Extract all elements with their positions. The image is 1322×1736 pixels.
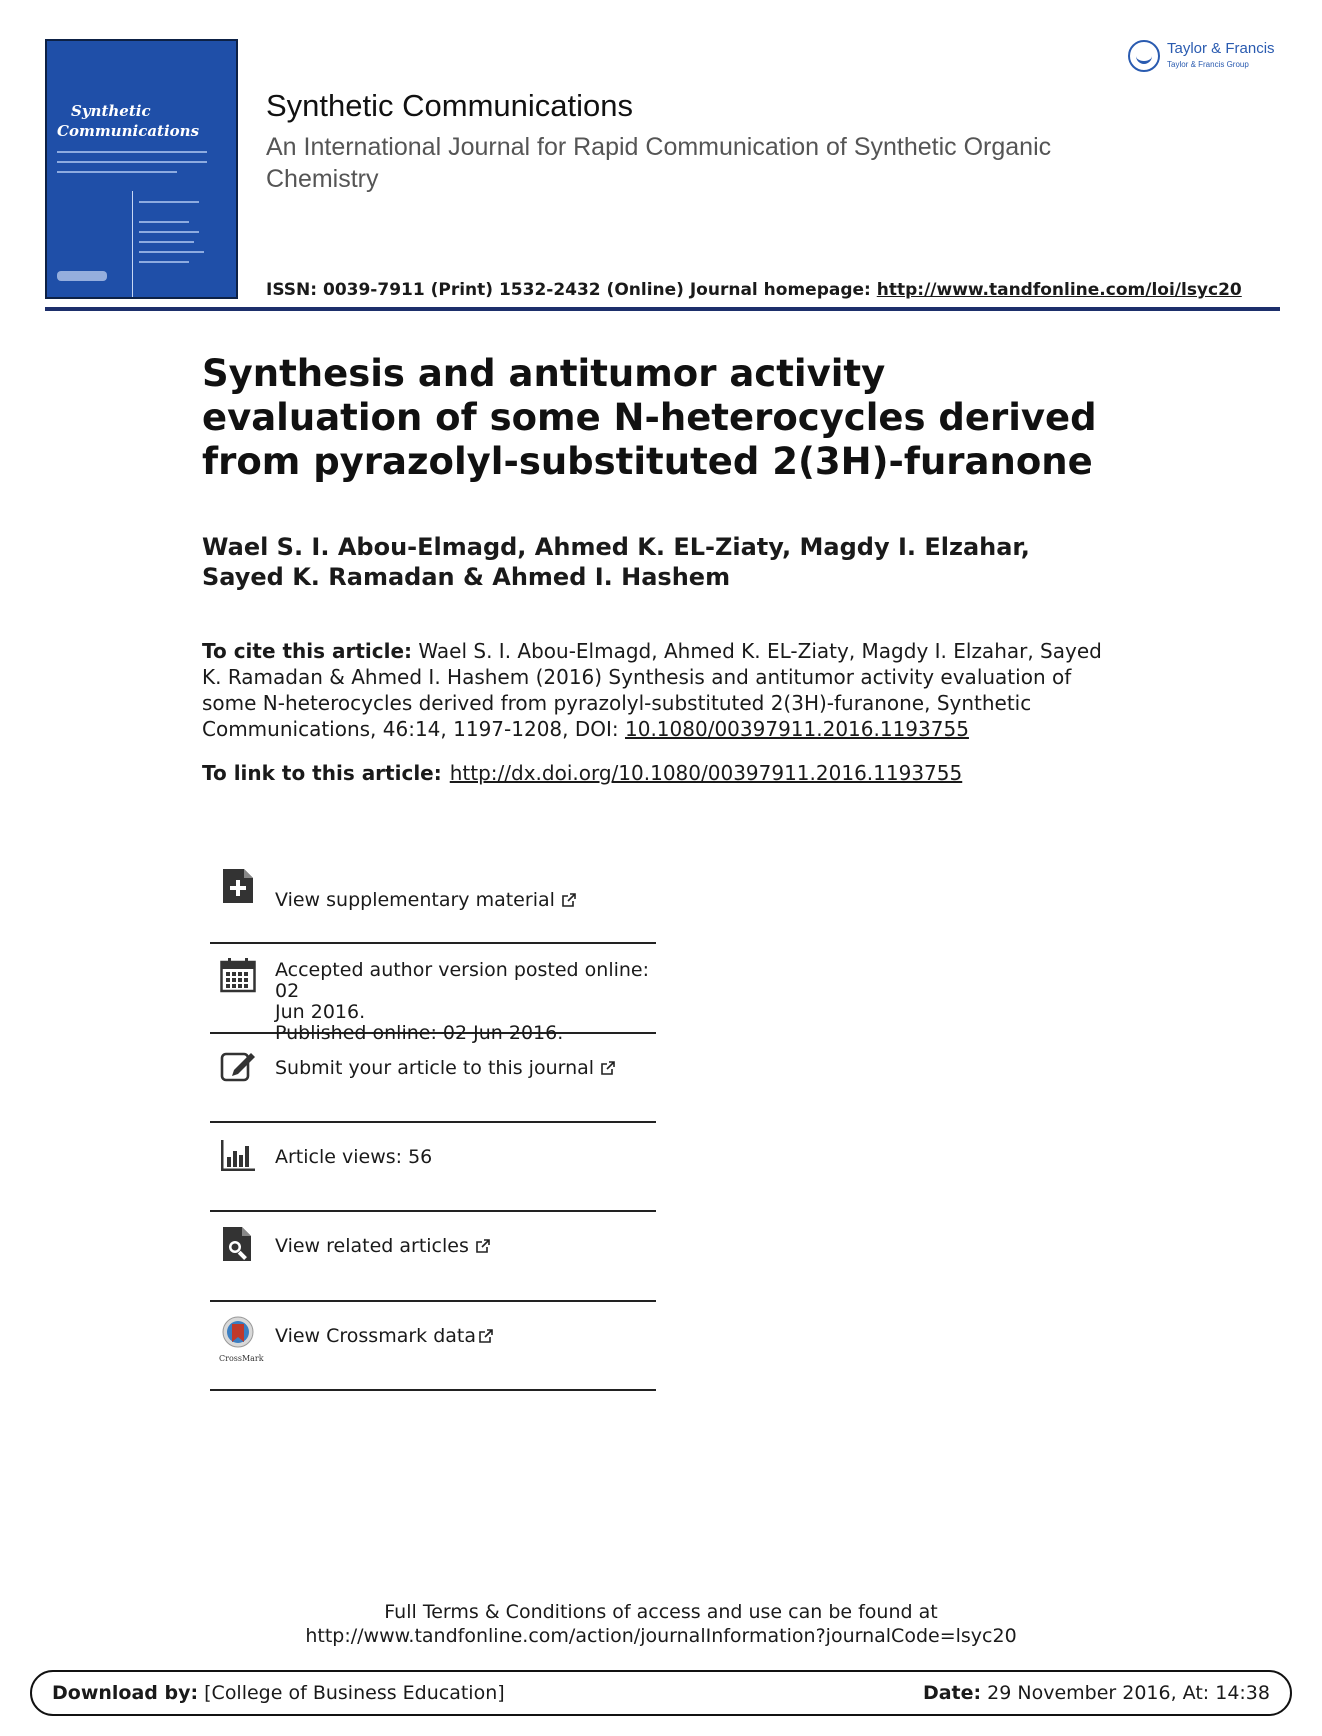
link-label: To link to this article: <box>202 761 442 785</box>
external-link-icon <box>601 1061 615 1075</box>
crossmark-row[interactable] <box>210 1302 656 1391</box>
download-info-bar <box>30 1670 1292 1716</box>
issn-text: ISSN: 0039-7911 (Print) 1532-2432 (Online) Journal homepage: <box>266 280 877 300</box>
terms-line1: Full Terms & Conditions of access and use can be found at <box>384 1601 938 1623</box>
crossmark-label[interactable] <box>275 1326 493 1347</box>
submit-article-row[interactable] <box>210 1034 656 1123</box>
related-articles-row[interactable] <box>210 1212 656 1302</box>
article-title: Synthesis and antitumor activity evaluation of some N-heterocycles derived from pyrazolyl-substituted 2(3H)-furanone <box>202 352 1097 483</box>
bar-chart-icon <box>220 1137 256 1173</box>
accepted-date-line1: Accepted author version posted online: 02 <box>275 959 650 1002</box>
cover-text-line <box>139 241 194 243</box>
download-by <box>52 1682 505 1704</box>
citation-block <box>202 638 1122 742</box>
crossmark-text: View Crossmark data <box>275 1325 477 1347</box>
publisher-logo <box>1128 38 1278 78</box>
journal-title: Synthetic Communications <box>266 88 633 123</box>
supplementary-text: View supplementary material <box>275 889 555 911</box>
external-link-icon <box>476 1239 490 1253</box>
file-plus-icon <box>220 868 256 904</box>
cover-text-line <box>139 201 199 203</box>
crossmark-icon <box>220 1316 256 1352</box>
publisher-lamp-icon <box>1128 40 1160 72</box>
related-articles-label[interactable] <box>275 1236 490 1257</box>
supplementary-row[interactable] <box>210 860 656 944</box>
download-value: [College of Business Education] <box>198 1682 505 1704</box>
journal-cover-image <box>45 39 238 299</box>
link-block <box>202 760 1122 786</box>
cover-publisher-logo <box>57 271 107 281</box>
publisher-name: Taylor & Francis <box>1167 40 1275 57</box>
doi-link[interactable]: 10.1080/00397911.2016.1193755 <box>625 717 969 741</box>
edit-icon <box>220 1048 256 1084</box>
supplementary-label[interactable] <box>275 890 576 911</box>
cite-text: Wael S. I. Abou-Elmagd, Ahmed K. EL-Ziaty, Magdy I. Elzahar, Sayed K. Ramadan & Ahmed I. Hashem (2016) Synthesis and antitumor activity evaluation of some N-heterocycles derived from pyrazolyl-substituted 2(3H)-furanone, Synthetic Communications, 46:14, 1197-1208, DOI: <box>202 639 1102 741</box>
accepted-date-line2: Jun 2016. <box>275 1001 366 1023</box>
article-doi-url-link[interactable]: http://dx.doi.org/10.1080/00397911.2016.1193755 <box>449 761 963 785</box>
article-authors: Wael S. I. Abou-Elmagd, Ahmed K. EL-Ziaty, Magdy I. Elzahar, Sayed K. Ramadan & Ahmed I. Hashem <box>202 533 1030 591</box>
cover-title-line2: Communications <box>57 122 200 140</box>
article-views-row <box>210 1123 656 1212</box>
date-label: Date: <box>922 1682 982 1704</box>
file-search-icon <box>220 1226 256 1262</box>
terms-and-conditions <box>0 1600 1322 1648</box>
issn-line <box>266 280 1242 300</box>
article-views: Article views: 56 <box>275 1146 433 1168</box>
external-link-icon <box>479 1329 493 1343</box>
publication-dates <box>275 960 656 1044</box>
cover-title <box>57 101 237 141</box>
related-articles-text: View related articles <box>275 1235 469 1257</box>
cover-text-line <box>139 231 199 233</box>
download-label: Download by: <box>52 1682 199 1704</box>
publication-dates-row <box>210 944 656 1044</box>
header-rule <box>45 307 1280 311</box>
cover-text-line <box>57 161 207 163</box>
external-link-icon <box>562 893 576 907</box>
crossmark-logo-text: CrossMark <box>219 1354 264 1363</box>
cover-title-line1: Synthetic <box>71 102 151 120</box>
download-date <box>923 1682 1270 1704</box>
journal-homepage-link[interactable]: http://www.tandfonline.com/loi/lsyc20 <box>876 280 1242 300</box>
submit-article-label[interactable] <box>275 1058 615 1079</box>
cover-text-line <box>139 251 204 253</box>
cite-label: To cite this article: <box>202 639 413 663</box>
cover-text-line <box>57 171 177 173</box>
cover-text-line <box>139 261 189 263</box>
cover-text-line <box>57 151 207 153</box>
published-date: Published online: 02 Jun 2016. <box>275 1022 564 1044</box>
publisher-group: Taylor & Francis Group <box>1167 60 1249 69</box>
journal-subtitle: An International Journal for Rapid Communication of Synthetic Organic Chemistry <box>266 133 1052 193</box>
date-value: 29 November 2016, At: 14:38 <box>981 1682 1270 1704</box>
calendar-icon <box>220 957 256 993</box>
submit-article-text: Submit your article to this journal <box>275 1057 595 1079</box>
terms-url[interactable]: http://www.tandfonline.com/action/journalInformation?journalCode=lsyc20 <box>305 1625 1017 1647</box>
article-info-panel <box>210 860 656 1391</box>
cover-divider <box>132 191 133 299</box>
cover-text-line <box>139 221 189 223</box>
